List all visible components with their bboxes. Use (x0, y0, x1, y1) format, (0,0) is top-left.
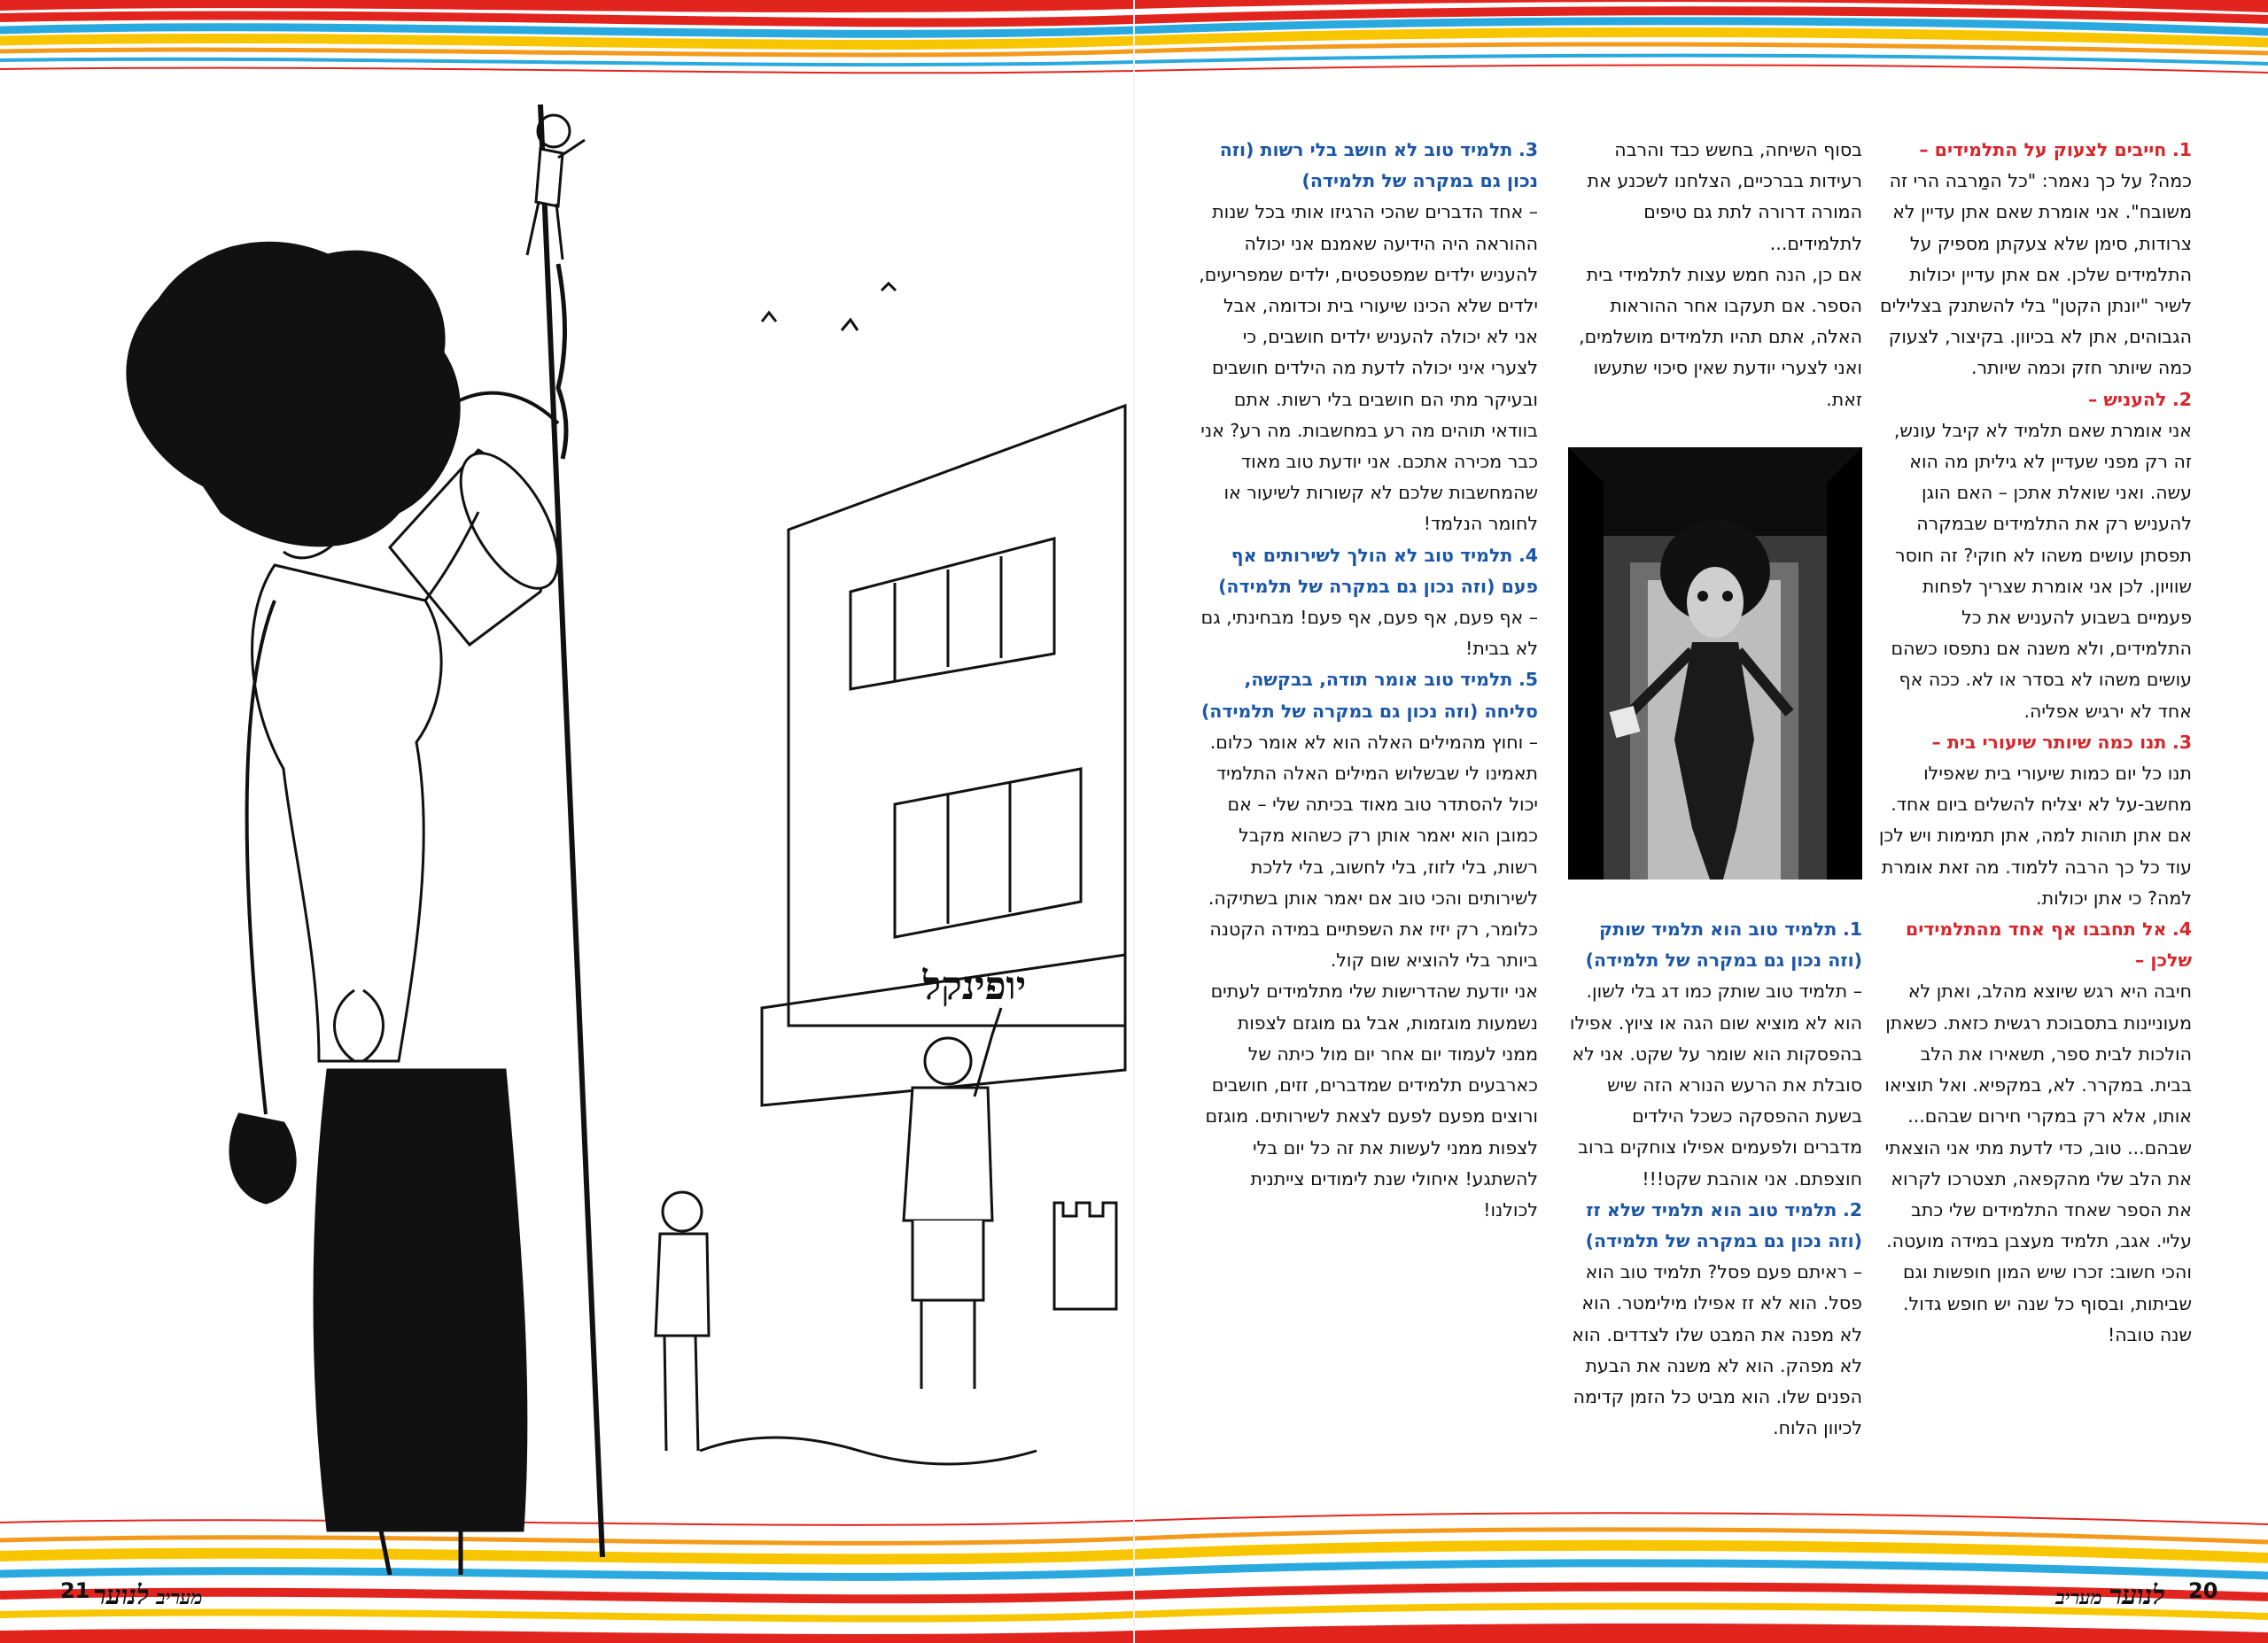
closing-paragraph-students: אני יודעת שהדרישות שלי מתלמידים לעתים נשמעות מוגזמות, אבל גם מוגזם לצפות ממני לעמוד יום אחר יום מול כיתה של כארבעים תלמידים שמדברים, זזים, חושבים ורוצים מפעם לפעם לצאת לשירותים. מוגזם לצפות ממני לעשות את זה כל יום בלי להשתגע! איחולי שנת לימודים צייתנית לכולנו! (1205, 980, 1538, 1221)
tip-heading-teacher-1: 1. חייבים לצעוק על התלמידים – (1919, 139, 2192, 160)
tip-body-student-2: – ראיתם פעם פסל? תלמיד טוב הוא פסל. הוא לא זז אפילו מילימטר. הוא לא מפנה את המבט שלו לצדדים. הוא לא מפהק. הוא לא משנה את הבעת הפנים שלו. הוא מביט כל הזמן קדימה לכיוון הלוח. (1572, 1261, 1862, 1439)
intro-paragraph-1: בסוף השיחה, בחשש כבד והרבה רעידות בברכיים, הצלחנו לשכנע את המורה דרורה לתת גם טיפים לתלמידים... (1587, 139, 1862, 254)
teacher-megaphone-illustration (62, 69, 1169, 1575)
tip-heading-student-4: 4. תלמיד טוב לא הולך לשירותים אף פעם (וזה נכון גם במקרה של תלמידה) (1218, 544, 1538, 597)
tip-heading-student-1: 1. תלמיד טוב הוא תלמיד שותק (וזה נכון גם במקרה של תלמידה) (1585, 918, 1862, 972)
closing-paragraph: והכי חשוב: זכרו שיש המון חופשות וגם שביתות, ובסוף כל שנה יש חופש גדול. שנה טובה! (1903, 1261, 2192, 1345)
tip-body-student-3: – אחד הדברים שהכי הרגיזו אותי בכל שנות ההוראה היה הידיעה שאמנם אני יכולה להעניש ילדים שמפטפטים, ילדים שמפריעים, ילדים שלא הכינו שיעורי בית וכדומה, אבל אני לא יכולה להעניש ילדים חושבים, כי לצערי איני יכולה לדעת מה הילדים חושבים ובעיקר מתי הם חושבים בלי רשות. אתם בוודאי תוהים מה רע במחשבות. מה רע? אני כבר מכירה אתכם. אני יודעת טוב מאוד שהמחשבות שלכם לא קשורות לשיעור או לחומר הנלמד! (1199, 201, 1538, 535)
tip-body-teacher-1: כמה? על כך נאמר: "כל המַרבה הרי זה משובח". אני אומרת שאם אתן עדיין לא צרודות, סימן שלא צעקתן מספיק על התלמידים שלכן. אם אתן עדיין יכולות לשיר "יונתן הקטן" בלי להשתנק בצלילים הגבוהים, אתן לא בכיוון. בקיצור, לצעוק כמה שיותר חזק וכמה שיותר. (1880, 170, 2192, 379)
tip-body-student-1: – תלמיד טוב שותק כמו דג בלי לשון. הוא לא מוציא שום הגה או ציוץ. אפילו בהפסקות הוא שומר על שקט. אני לא סובלת את הרעש הנורא הזה שיש בשעת ההפסקה כשכל הילדים מדברים ולפעמים אפילו צוחקים ברוב חוצפתם. אני אוהבת שקט!!! (1569, 980, 1862, 1190)
banner-sign-text: יופינקל (922, 964, 1027, 1009)
tip-heading-teacher-2: 2. להעניש – (2088, 388, 2192, 410)
right-page-column-3 (1198, 135, 1538, 1226)
tip-body-teacher-2: אני אומרת שאם תלמיד לא קיבל עונש, זה רק מפני שעדיין לא גיליתן מה הוא עשה. ואני שואלת אתכן – האם הוגן להעניש רק את התלמידים שבמקרה תפסתן עושים משהו לא חוקי? זה חוסר שוויון. לכן אני אומרת שצריך לפחות פעמיים בשבוע להעניש את כל התלמידים, ולא משנה אם נתפסו כשהם עושים משהו לא בסדר או לא. ככה אף אחד לא ירגיש אפליה. (1891, 419, 2192, 722)
right-page-column-2-lower (1568, 914, 1862, 1444)
logo-main-left: לנוער (93, 1580, 150, 1611)
right-page-column-2 (1568, 135, 1862, 415)
dark-figure-illustration (1568, 447, 1862, 880)
tip-body-student-5: – וחוץ מהמילים האלה הוא לא אומר כלום. תאמינו לי שבשלוש המילים האלה התלמיד יכול להסתדר טוב מאוד בכיתה שלי – אם כמובן הוא יאמר אותן רק כשהוא מקבל רשות, בלי לזוז, בלי לחשוב, בלי ללכת לשירותים והכי טוב אם יאמר אותן בשתיקה. כלומר, רק יזיז את השפתיים במידה הקטנה ביותר בלי להוציא שום קול. (1208, 731, 1538, 972)
magazine-logo-right (2055, 1580, 2165, 1611)
logo-main-right: לנוער (2109, 1580, 2165, 1611)
tip-heading-student-3: 3. תלמיד טוב לא חושב בלי רשות (וזה נכון גם במקרה של תלמידה) (1219, 139, 1538, 192)
tip-body-teacher-4: חיבה היא רגש שיוצא מהלב, ואתן לא מעוניינות בתסבוכת רגשית כזאת. כשאתן הולכות לבית ספר, תשאירו את הלב בבית. במקרר. לא, במקפיא. ואל תוציאו אותו, אלא רק במקרי חירום שבהם... שבהם... טוב, כדי לדעת מתי אני הוצאתי את הלב שלי מהקפאה, תצטרכו לקרוא את הספר שאחד התלמידים שלי כתב עליי. אגב, תלמיד מעצבן במידה מועטה. (1884, 980, 2192, 1252)
tip-heading-student-2: 2. תלמיד טוב הוא תלמיד שלא זז (וזה נכון גם במקרה של תלמידה) (1585, 1198, 1862, 1252)
logo-prefix-left: מעריב (155, 1586, 203, 1609)
tip-body-student-4: – אף פעם, אף פעם, אף פעם! מבחינתי, גם לא בבית! (1200, 607, 1538, 660)
tip-heading-teacher-4: 4. אל תחבבו אף אחד מהתלמידים שלכן – (1906, 918, 2192, 972)
magazine-logo-left (93, 1580, 203, 1611)
tip-body-teacher-3: תנו כל יום כמות שיעורי בית שאפילו מחשב-על לא יצליח להשלים ביום אחד. אם אתן תוהות למה, אתן תמימות ויש לכן עוד כל כך הרבה ללמוד. מה זאת אומרת למה? כי אתן יכולות. (1878, 763, 2192, 909)
left-page-number: 21 (60, 1578, 90, 1603)
right-page-number: 20 (2188, 1578, 2218, 1603)
right-page-column-1 (1876, 135, 2192, 1351)
tip-heading-student-5: 5. תלמיד טוב אומר תודה, בבקשה, סליחה (וזה נכון גם במקרה של תלמידה) (1200, 669, 1538, 722)
logo-prefix-right: מעריב (2055, 1586, 2102, 1609)
tip-heading-teacher-3: 3. תנו כמה שיותר שיעורי בית – (1931, 731, 2192, 753)
intro-paragraph-2: אם כן, הנה חמש עצות לתלמידי בית הספר. אם תעקבו אחר ההוראות האלה, אתם תהיו תלמידים מושלמים, ואני לצערי יודעת שאין סיכוי שתעשו זאת. (1579, 263, 1862, 410)
